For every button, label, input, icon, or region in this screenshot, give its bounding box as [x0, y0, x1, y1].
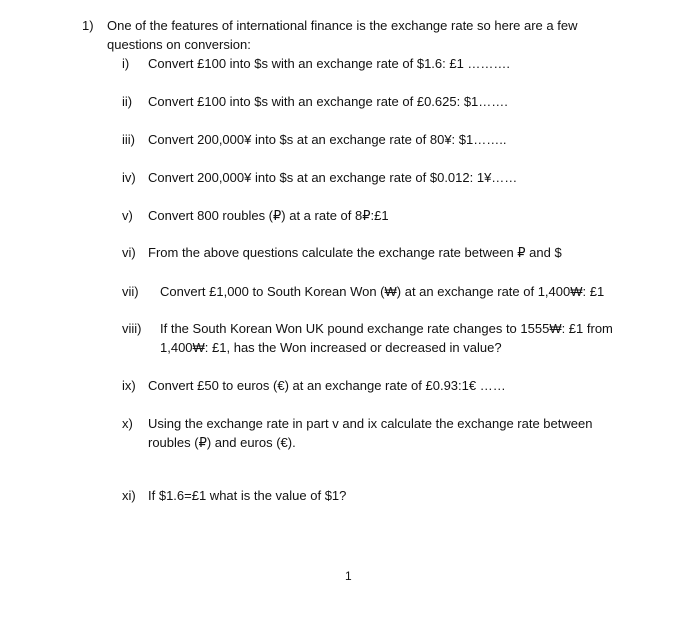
sub-question-number: v) [122, 208, 133, 223]
sub-question-number: vii) [122, 284, 139, 299]
sub-question-text: Convert £100 into $s with an exchange rate of £0.625: $1……. [148, 94, 508, 109]
sub-question-number: vi) [122, 245, 136, 260]
page-number: 1 [345, 569, 352, 583]
sub-question-number: iii) [122, 132, 135, 147]
sub-question-text: Using the exchange rate in part v and ix calculate the exchange rate between roubles (₽) and euros (€). [148, 416, 593, 450]
sub-question-text: From the above questions calculate the exchange rate between ₽ and $ [148, 245, 562, 260]
sub-question-text: Convert 200,000¥ into $s at an exchange rate of $0.012: 1¥…… [148, 170, 518, 185]
sub-question-text: Convert 800 roubles (₽) at a rate of 8₽:£1 [148, 208, 389, 223]
question-intro: One of the features of international finance is the exchange rate so here are a few questions on conversion: [107, 18, 578, 52]
sub-question-text: Convert £100 into $s with an exchange rate of $1.6: £1 ………. [148, 56, 511, 71]
sub-question-number: x) [122, 416, 133, 431]
question-number: 1) [82, 18, 94, 33]
sub-question-text: Convert 200,000¥ into $s at an exchange rate of 80¥: $1…….. [148, 132, 507, 147]
sub-question-text: Convert £50 to euros (€) at an exchange rate of £0.93:1€ …… [148, 378, 506, 393]
sub-question-number: viii) [122, 321, 142, 336]
sub-question-number: i) [122, 56, 130, 71]
sub-question-number: xi) [122, 488, 136, 503]
sub-question-text: If the South Korean Won UK pound exchange rate changes to 1555₩: £1 from 1,400₩: £1, has the Won increased or decreased in value? [160, 321, 613, 355]
sub-question-number: ix) [122, 378, 136, 393]
sub-question-number: ii) [122, 94, 133, 109]
sub-question-number: iv) [122, 170, 136, 185]
sub-question-text: Convert £1,000 to South Korean Won (₩) at an exchange rate of 1,400₩: £1 [160, 284, 605, 299]
sub-question-text: If $1.6=£1 what is the value of $1? [148, 488, 347, 503]
